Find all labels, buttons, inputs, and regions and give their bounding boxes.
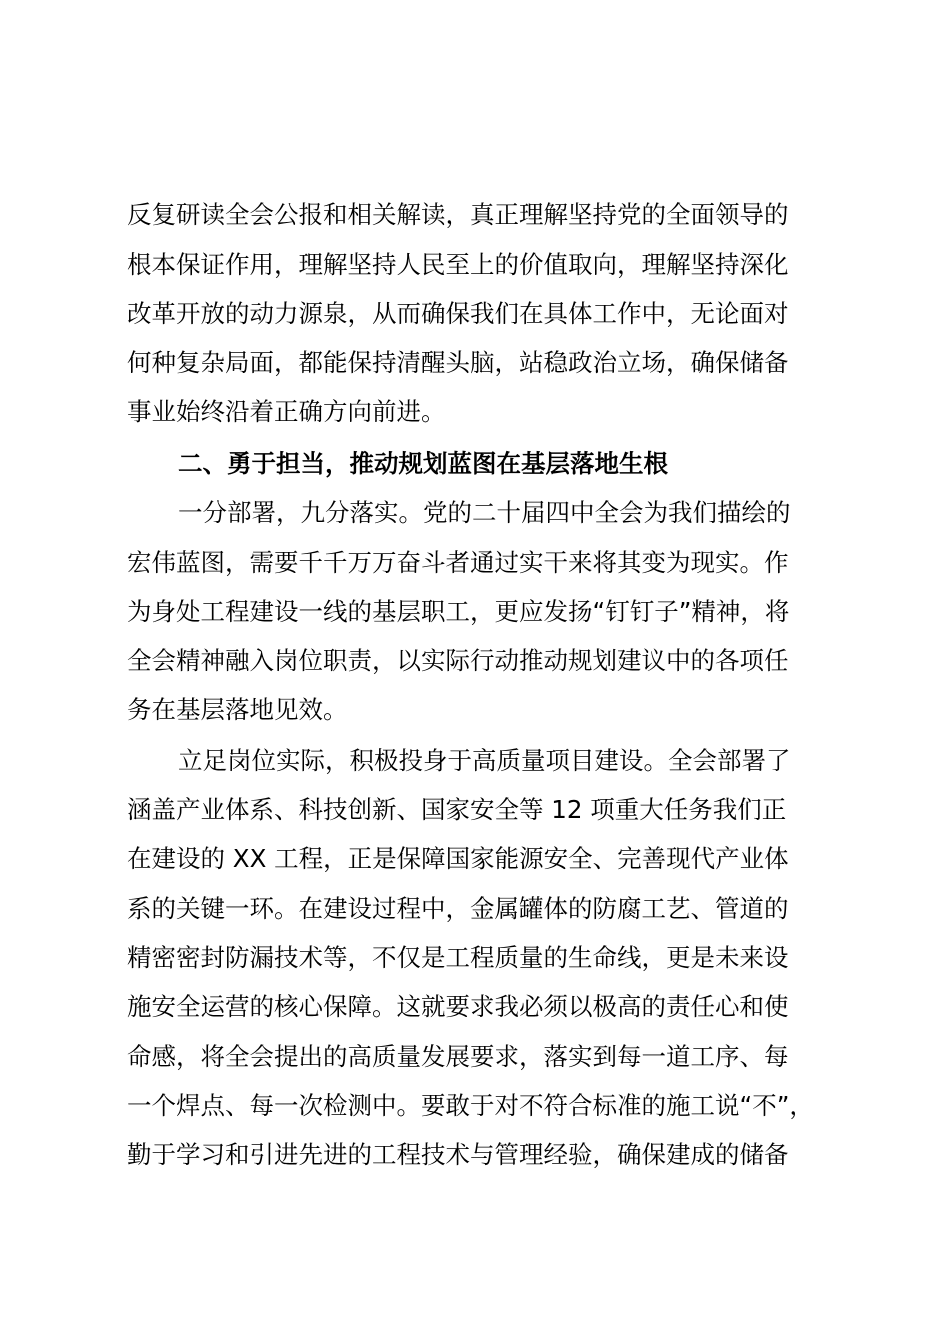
paragraph-1-line-5: 事业始终沿着正确方向前进。 <box>127 397 446 426</box>
paragraph-1-line-2: 根本保证作用，理解坚持人民至上的价值取向，理解坚持深化 <box>127 250 789 279</box>
paragraph-3-line-4: 系的关键一环。在建设过程中，金属罐体的防腐工艺、管道的 <box>127 894 789 923</box>
paragraph-2-line-4: 全会精神融入岗位职责，以实际行动推动规划建议中的各项任 <box>127 646 789 675</box>
paragraph-3-line-8: 一个焊点、每一次检测中。要敢于对不符合标准的施工说“不”， <box>127 1091 814 1120</box>
paragraph-3-line-3: 在建设的 XX 工程，正是保障国家能源安全、完善现代产业体 <box>127 844 789 873</box>
paragraph-1-line-1: 反复研读全会公报和相关解读，真正理解坚持党的全面领导的 <box>127 200 789 229</box>
paragraph-2-line-5: 务在基层落地见效。 <box>127 695 348 724</box>
paragraph-2-line-2: 宏伟蓝图，需要千千万万奋斗者通过实干来将其变为现实。作 <box>127 548 789 577</box>
paragraph-3-line-7: 命感，将全会提出的高质量发展要求，落实到每一道工序、每 <box>127 1042 789 1071</box>
paragraph-2-line-1: 一分部署，九分落实。党的二十届四中全会为我们描绘的 <box>178 498 791 527</box>
paragraph-3-line-5: 精密密封防漏技术等，不仅是工程质量的生命线，更是未来设 <box>127 943 789 972</box>
section-heading-2: 二、勇于担当，推动规划蓝图在基层落地生根 <box>178 449 668 478</box>
paragraph-3-line-1: 立足岗位实际，积极投身于高质量项目建设。全会部署了 <box>178 746 791 775</box>
paragraph-1-line-3: 改革开放的动力源泉，从而确保我们在具体工作中，无论面对 <box>127 299 789 328</box>
paragraph-1-line-4: 何种复杂局面，都能保持清醒头脑，站稳政治立场，确保储备 <box>127 348 789 377</box>
paragraph-3-line-6: 施安全运营的核心保障。这就要求我必须以极高的责任心和使 <box>127 992 789 1021</box>
paragraph-3-line-2: 涵盖产业体系、科技创新、国家安全等 12 项重大任务我们正 <box>127 795 787 824</box>
paragraph-2-line-3: 为身处工程建设一线的基层职工，更应发扬“钉钉子”精神，将 <box>127 597 790 626</box>
paragraph-3-line-9: 勤于学习和引进先进的工程技术与管理经验，确保建成的储备 <box>127 1140 789 1169</box>
